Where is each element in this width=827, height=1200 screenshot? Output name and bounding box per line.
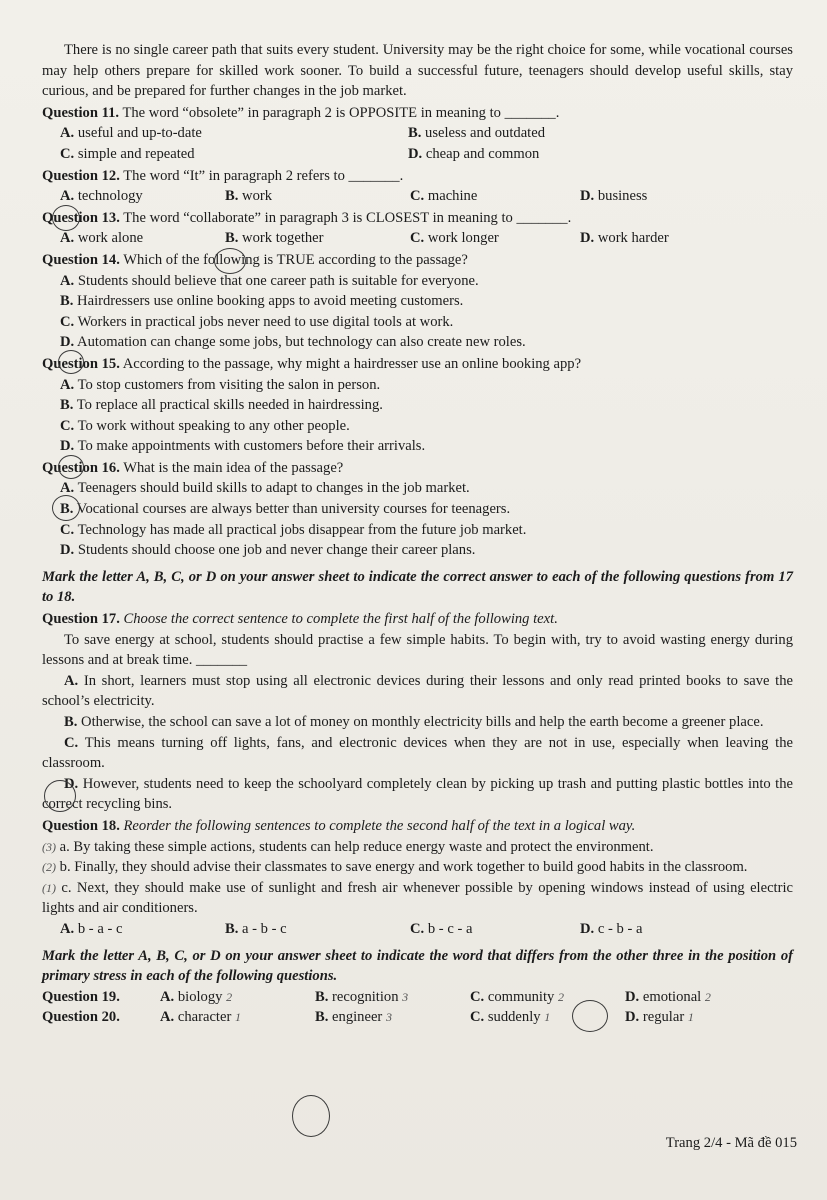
question-17-passage: To save energy at school, students should practise a few simple habits. To begin with, try to avoid wasting energy during lessons and at break time. _______	[42, 631, 793, 669]
question-16-text: What is the main idea of the passage?	[123, 459, 344, 476]
option-b[interactable]: B. engineer 3	[315, 1009, 392, 1026]
question-13	[42, 208, 793, 249]
section-instruction-17-18: Mark the letter A, B, C, or D on your answer sheet to indicate the correct answer to each of the following questions from 17 to 18.	[42, 568, 793, 606]
option-c[interactable]: C. To work without speaking to any other people.	[60, 417, 350, 434]
answer-circle-mark	[292, 1095, 330, 1137]
intro-paragraph: There is no single career path that suits every student. University may be the right choice for some, while vocational courses may help others prepare for skilled work sooner. To build a successful future, teenagers should develop useful skills, stay curious, and be prepared for further changes in the job market.	[42, 42, 793, 100]
option-c[interactable]: C. machine	[410, 188, 478, 205]
option-c[interactable]: C. b - c - a	[410, 920, 473, 937]
question-12	[42, 166, 793, 207]
option-d[interactable]: D. To make appointments with customers before their arrivals.	[60, 438, 426, 455]
question-15-number: Question 15.	[42, 355, 120, 372]
question-20-number: Question 20.	[42, 1009, 120, 1026]
option-d[interactable]: D. c - b - a	[580, 920, 643, 937]
option-a[interactable]: A. Students should believe that one career path is suitable for everyone.	[60, 272, 479, 289]
question-18-number: Question 18.	[42, 817, 120, 834]
option-c[interactable]: C. Workers in practical jobs never need to use digital tools at work.	[60, 313, 454, 330]
question-15	[42, 354, 793, 457]
question-12-options	[42, 186, 793, 207]
option-d[interactable]: D. business	[580, 188, 648, 205]
question-12-text: The word “It” in paragraph 2 refers to _______.	[123, 167, 404, 184]
question-13-text: The word “collaborate” in paragraph 3 is CLOSEST in meaning to _______.	[123, 209, 572, 226]
handwritten-note: 2	[226, 989, 233, 1004]
sentence-b: (2) b. Finally, they should advise their classmates to save energy and work together to build good habits in the classroom.	[42, 859, 748, 876]
question-14-number: Question 14.	[42, 251, 120, 268]
question-15-text: According to the passage, why might a hairdresser use an online booking app?	[122, 355, 582, 372]
sentence-c: (1) c. Next, they should make use of sunlight and fresh air whenever possible by opening windows instead of using electric lights and air conditioners.	[42, 879, 793, 917]
option-a[interactable]: A. technology	[60, 188, 143, 205]
option-d[interactable]: D. cheap and common	[408, 145, 540, 162]
option-c[interactable]: C. Technology has made all practical jobs disappear from the future job market.	[60, 521, 527, 538]
question-11-number: Question 11.	[42, 104, 120, 121]
question-11-options	[42, 123, 793, 164]
option-b[interactable]: B. work together	[225, 230, 324, 247]
handwritten-note: 3	[385, 1010, 392, 1025]
question-18	[42, 816, 793, 940]
option-d[interactable]: D. Automation can change some jobs, but technology can also create new roles.	[60, 334, 526, 351]
option-c[interactable]: C. work longer	[410, 230, 499, 247]
handwritten-note: (3)	[42, 839, 56, 854]
question-11	[42, 103, 793, 165]
page-footer: Trang 2/4 - Mã đề 015	[665, 1135, 797, 1151]
sentence-a: (3) a. By taking these simple actions, students can help reduce energy waste and protect the environment.	[42, 838, 654, 855]
section-instruction-19-20: Mark the letter A, B, C, or D on your answer sheet to indicate the word that differs from the other three in the position of primary stress in each of the following questions.	[42, 947, 793, 985]
handwritten-note: 1	[234, 1010, 241, 1025]
option-b[interactable]: B. useless and outdated	[408, 125, 546, 142]
question-17-text: Choose the correct sentence to complete the first half of the following text.	[123, 611, 558, 628]
option-a[interactable]: A. biology 2	[160, 988, 233, 1005]
option-c[interactable]: C. suddenly 1	[470, 1009, 551, 1026]
option-a[interactable]: A. Teenagers should build skills to adapt to changes in the job market.	[60, 480, 470, 497]
option-d[interactable]: D. regular 1	[625, 1009, 694, 1026]
handwritten-note: 3	[402, 989, 409, 1004]
handwritten-note: 2	[704, 989, 711, 1004]
option-a[interactable]: A. b - a - c	[60, 920, 123, 937]
option-a[interactable]: A. To stop customers from visiting the salon in person.	[60, 376, 381, 393]
option-d[interactable]: D. Students should choose one job and never change their career plans.	[60, 542, 476, 559]
option-c[interactable]: C. This means turning off lights, fans, and electronic devices when they are not in use, especially when leaving the classroom.	[42, 734, 793, 772]
question-13-options	[42, 228, 793, 249]
question-12-number: Question 12.	[42, 167, 120, 184]
handwritten-note: 1	[687, 1010, 694, 1025]
option-d[interactable]: D. emotional 2	[625, 988, 711, 1005]
question-16	[42, 458, 793, 561]
question-18-options	[42, 919, 793, 940]
question-18-text: Reorder the following sentences to complete the second half of the text in a logical way.	[123, 817, 636, 834]
option-a[interactable]: A. character 1	[160, 1009, 241, 1026]
question-14-text: Which of the following is TRUE according to the passage?	[123, 251, 468, 268]
question-13-number: Question 13.	[42, 209, 120, 226]
option-d[interactable]: D. However, students need to keep the schoolyard completely clean by picking up trash and putting plastic bottles into the correct recycling bins.	[42, 775, 793, 813]
option-b[interactable]: B. recognition 3	[315, 988, 409, 1005]
question-17	[42, 609, 793, 815]
handwritten-note: 2	[558, 989, 564, 1004]
question-19	[42, 987, 793, 1008]
handwritten-note: 1	[544, 1010, 551, 1025]
question-16-number: Question 16.	[42, 459, 120, 476]
handwritten-note: (2)	[42, 860, 56, 875]
question-14	[42, 250, 793, 353]
question-11-text: The word “obsolete” in paragraph 2 is OPPOSITE in meaning to _______.	[122, 104, 560, 121]
option-a[interactable]: A. useful and up-to-date	[60, 125, 202, 142]
option-b[interactable]: B. Otherwise, the school can save a lot of money on monthly electricity bills and help the earth become a greener place.	[64, 714, 764, 730]
option-a[interactable]: A. work alone	[60, 230, 144, 247]
option-a[interactable]: A. In short, learners must stop using all electronic devices during their lessons and only read printed books to save the school’s electricity.	[42, 672, 794, 710]
option-b[interactable]: B. a - b - c	[225, 920, 287, 937]
handwritten-note: (1)	[42, 880, 56, 895]
option-b[interactable]: B. Hairdressers use online booking apps to avoid meeting customers.	[60, 293, 464, 310]
option-b[interactable]: B. work	[225, 188, 273, 205]
option-b[interactable]: B. To replace all practical skills needed in hairdressing.	[60, 397, 383, 414]
question-20	[42, 1007, 793, 1028]
option-d[interactable]: D. work harder	[580, 230, 669, 247]
question-17-number: Question 17.	[42, 611, 120, 628]
option-c[interactable]: C. community 2	[470, 988, 564, 1005]
option-c[interactable]: C. simple and repeated	[60, 145, 195, 162]
option-b[interactable]: B. Vocational courses are always better than university courses for teenagers.	[60, 501, 511, 518]
question-19-number: Question 19.	[42, 988, 120, 1005]
